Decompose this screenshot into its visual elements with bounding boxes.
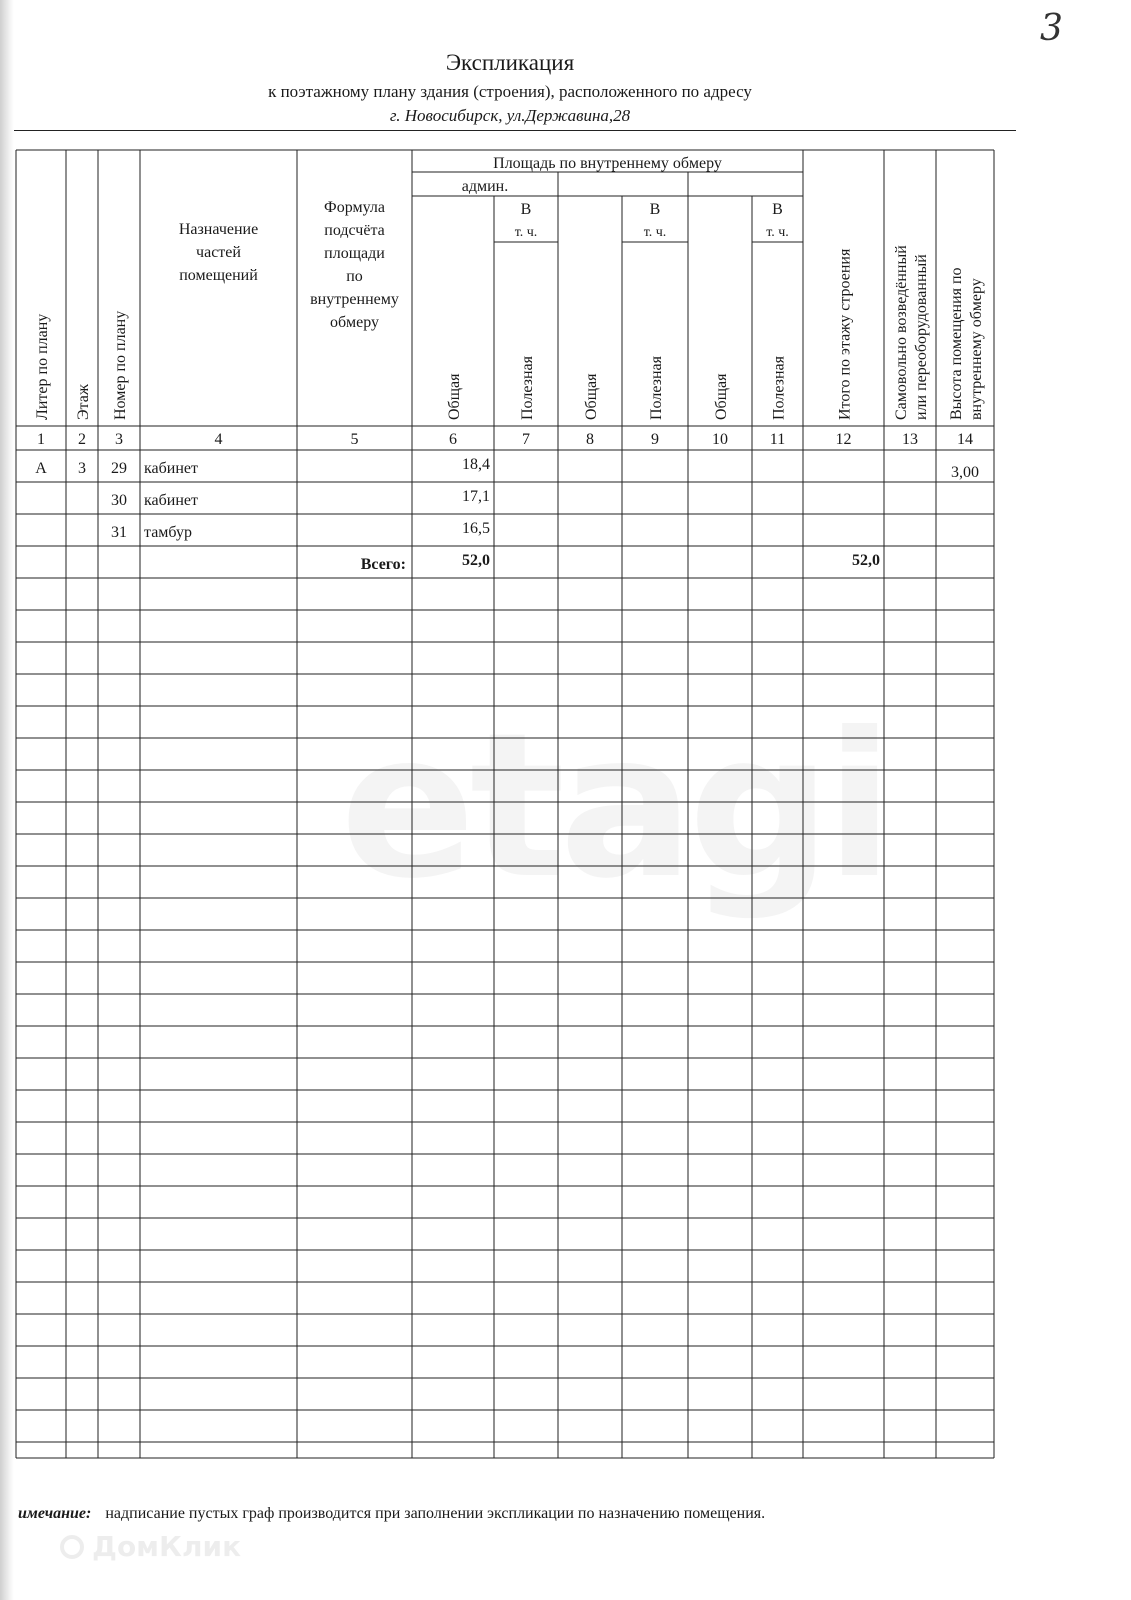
header-purpose: частей — [196, 244, 241, 261]
column-number: 11 — [769, 431, 786, 448]
header-height: Высота помещения по — [948, 267, 965, 420]
footer-logo — [60, 1530, 241, 1563]
header-formula: Формула — [324, 199, 385, 216]
header-total-area: Общая — [446, 373, 463, 420]
header-useful-area: Полезная — [770, 356, 788, 420]
summary-label: Всего: — [360, 556, 406, 573]
cell-total-area: 16,5 — [462, 520, 490, 537]
column-number: 12 — [835, 431, 852, 448]
summary-floor-total: 52,0 — [852, 552, 880, 569]
header-floor: Этаж — [75, 384, 92, 420]
column-number: 4 — [214, 431, 223, 448]
page-number: 3 — [1040, 8, 1063, 49]
header-total-area: Общая — [713, 373, 730, 420]
column-number: 5 — [350, 431, 359, 448]
footnote-lead: имечание: — [18, 1505, 92, 1522]
header-area-group: Площадь по внутреннему обмеру — [493, 155, 722, 172]
column-number: 8 — [586, 431, 594, 448]
header-liter: Литер по плану — [34, 313, 51, 420]
header-formula: площади — [324, 245, 385, 262]
header-purpose: помещений — [179, 267, 258, 284]
document-subtitle: к поэтажному плану здания (строения), расположенного по адресу — [268, 82, 752, 101]
header-number: Номер по плану — [112, 310, 129, 420]
document-title: Экспликация — [445, 50, 575, 75]
header-height: внутреннему обмеру — [968, 278, 985, 420]
column-number: 6 — [449, 431, 457, 448]
header-vtch: В — [520, 201, 532, 218]
cell-purpose: тамбур — [144, 524, 192, 541]
cell-total-area: 17,1 — [462, 488, 490, 505]
cell-purpose: кабинет — [144, 492, 198, 509]
header-purpose: Назначение — [178, 221, 259, 238]
column-number: 14 — [957, 431, 973, 448]
cell-liter: А — [35, 460, 47, 477]
footnote-text: надписание пустых граф производится при заполнении экспликации по назначению помещения. — [105, 1505, 766, 1522]
column-number: 2 — [78, 431, 86, 448]
column-number: 3 — [115, 431, 123, 448]
header-admin: админ. — [461, 178, 509, 195]
header-vtch: т. ч. — [643, 225, 667, 240]
cell-number: 29 — [111, 460, 127, 477]
footer-logo-text: ДомКлик — [92, 1530, 242, 1563]
cell-number: 30 — [111, 492, 127, 509]
footnote — [18, 1505, 765, 1523]
header-floor-total: Итого по этажу строения — [836, 248, 854, 420]
header-vtch: В — [772, 201, 783, 218]
column-number: 7 — [522, 431, 530, 448]
header-useful-area: Полезная — [648, 356, 665, 420]
header-vtch: т. ч. — [766, 225, 789, 240]
cell-number: 31 — [111, 524, 127, 541]
header-formula: обмеру — [330, 314, 379, 331]
document-address: г. Новосибирск, ул.Державина,28 — [389, 106, 631, 125]
column-number: 13 — [902, 431, 918, 448]
cell-floor: 3 — [78, 460, 86, 477]
logo-icon — [60, 1535, 84, 1559]
header-formula: внутреннему — [310, 291, 399, 308]
cell-total-area: 18,4 — [462, 456, 490, 473]
header-formula: подсчёта — [324, 222, 385, 239]
summary-total-area: 52,0 — [462, 552, 490, 569]
cell-purpose: кабинет — [144, 460, 198, 477]
column-number: 10 — [712, 431, 728, 448]
header-unauthorized: Самовольно возведённый — [893, 245, 910, 420]
header-useful-area: Полезная — [519, 356, 536, 420]
column-number: 1 — [37, 431, 45, 448]
header-vtch: т. ч. — [514, 225, 538, 240]
header-vtch: В — [649, 201, 661, 218]
header-unauthorized: или переоборудованный — [913, 254, 930, 420]
cell-height: 3,00 — [951, 464, 979, 481]
header-total-area: Общая — [583, 373, 600, 420]
header-formula: по — [346, 268, 363, 285]
column-number: 9 — [651, 431, 659, 448]
